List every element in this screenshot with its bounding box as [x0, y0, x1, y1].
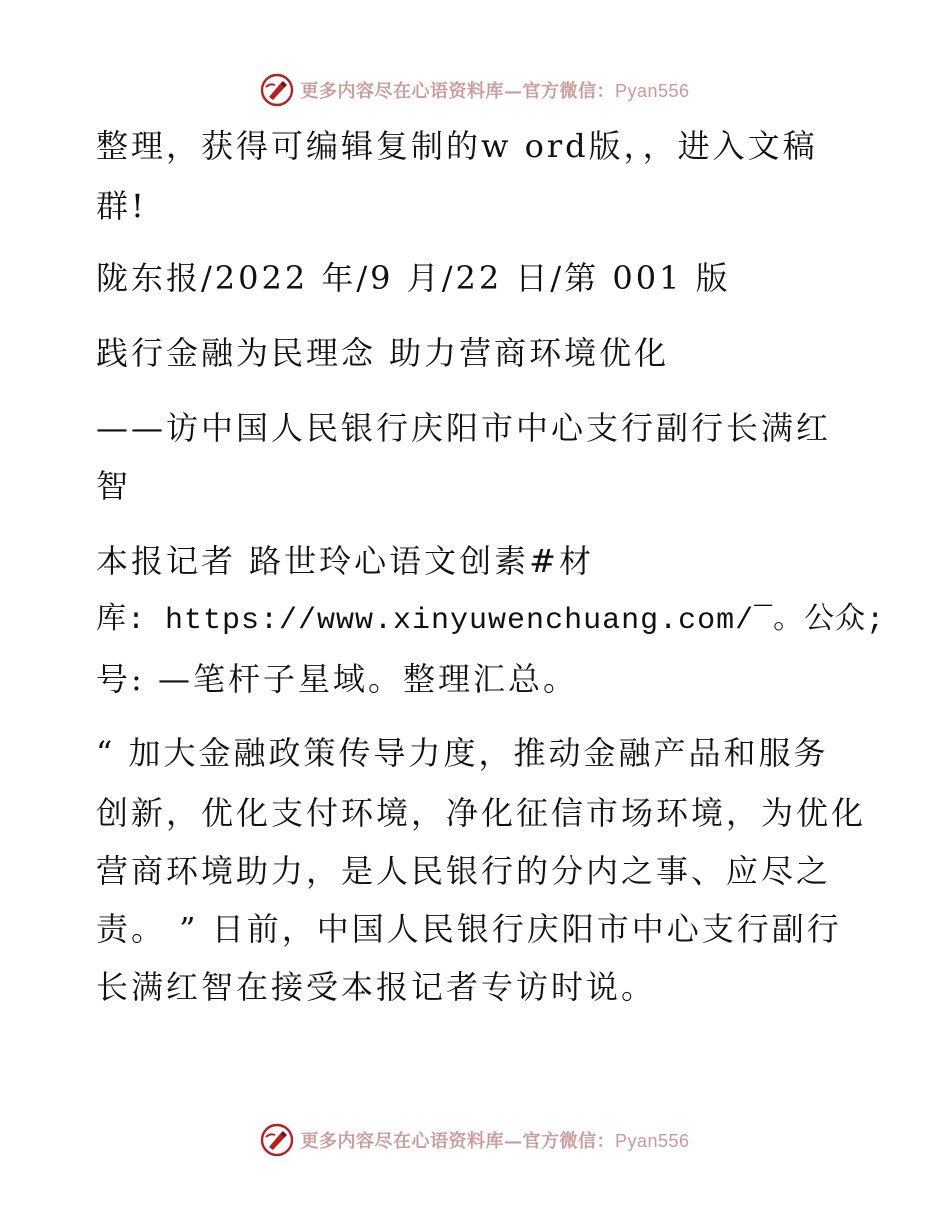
reporter-byline: 本报记者 路世玲心语文创素#材: [96, 542, 594, 580]
footer-banner-content: [260, 1123, 689, 1157]
source-url-line: 库: https://www.xinyuwenchuang.com/¯。公众;: [96, 604, 886, 638]
public-account-line: 号: —笔杆子星域。整理汇总。: [96, 660, 578, 698]
paragraph-line-2: 创新，优化支付环境，净化征信市场环境，为优化: [96, 794, 867, 832]
footer-banner-text: [300, 1127, 689, 1153]
header-banner-account: Pyan556: [614, 81, 690, 101]
footer-banner-main: 更多内容尽在心语资料库—官方微信：: [300, 1131, 615, 1152]
header-banner-main: 更多内容尽在心语资料库—官方微信：: [300, 81, 615, 102]
text-line-1: 整理，获得可编辑复制的w ord版，，进入文稿: [96, 127, 818, 165]
pen-logo-icon: [260, 73, 294, 107]
pen-logo-icon: [260, 1123, 294, 1157]
header-banner-text: [300, 77, 689, 103]
dateline: 陇东报/2022 年/9 月/22 日/第 001 版: [96, 259, 731, 297]
article-subheadline: ——访中国人民银行庆阳市中心支行副行长满红: [96, 409, 832, 447]
text-line-2: 群!: [96, 187, 147, 225]
paragraph-line-5: 长满红智在接受本报记者专访时说。: [96, 968, 657, 1006]
footer-banner: [0, 1120, 950, 1160]
footer-banner-account: Pyan556: [614, 1131, 690, 1151]
paragraph-line-1: “ 加大金融政策传导力度，推动金融产品和服务: [96, 734, 829, 772]
header-banner-content: [260, 73, 689, 107]
article-headline: 践行金融为民理念 助力营商环境优化: [96, 334, 670, 372]
paragraph-line-4: 责。 ” 日前，中国人民银行庆阳市中心支行副行: [96, 910, 842, 948]
article-subheadline-cont: 智: [96, 467, 132, 505]
header-banner: [0, 70, 950, 110]
paragraph-line-3: 营商环境助力，是人民银行的分内之事、应尽之: [96, 852, 832, 890]
